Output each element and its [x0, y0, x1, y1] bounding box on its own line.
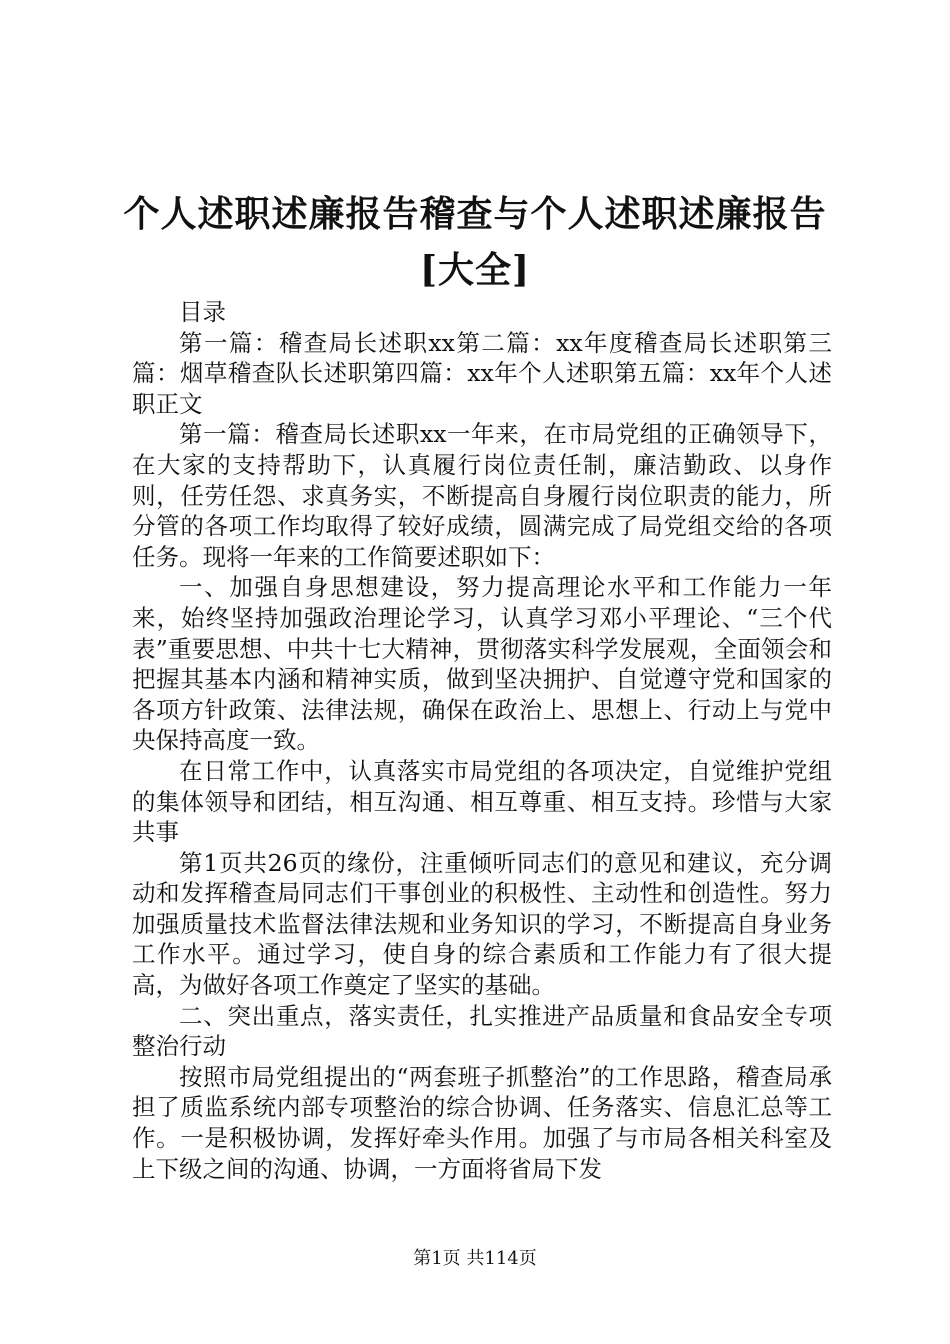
toc-paragraph: 第一篇：稽查局长述职xx第二篇：xx年度稽查局长述职第三篇：烟草稽查队长述职第四篇：xx年个人述职第五篇：xx年个人述职正文	[132, 328, 832, 418]
body-paragraph: 一、加强自身思想建设，努力提高理论水平和工作能力一年来，始终坚持加强政治理论学习，认真学习邓小平理论、“三个代表”重要思想、中共十七大精神，贯彻落实科学发展观，全面领会和把握其基本内涵和精神实质，做到坚决拥护、自觉遵守党和国家的各项方针政策、法律法规，确保在政治上、思想上、行动上与党中央保持高度一致。	[132, 573, 832, 755]
document-title-line-2: [大全]	[419, 249, 531, 291]
body-paragraph: 第1页共26页的缘份，注重倾听同志们的意见和建议，充分调动和发挥稽查局同志们干事创业的积极性、主动性和创造性。努力加强质量技术监督法律法规和业务知识的学习，不断提高自身业务工作水平。通过学习，使自身的综合素质和工作能力有了很大提高，为做好各项工作奠定了坚实的基础。	[132, 848, 832, 1000]
document-title-line-1: 个人述职述廉报告稽查与个人述职述廉报告	[123, 193, 827, 235]
document-body	[132, 297, 832, 1184]
body-paragraph: 第一篇：稽查局长述职xx一年来，在市局党组的正确领导下，在大家的支持帮助下，认真履行岗位责任制，廉洁勤政、以身作则，任劳任怨、求真务实，不断提高自身履行岗位职责的能力，所分管的各项工作均取得了较好成绩，圆满完成了局党组交给的各项任务。现将一年来的工作简要述职如下：	[132, 420, 832, 571]
section-heading: 二、突出重点，落实责任，扎实推进产品质量和食品安全专项整治行动	[132, 1001, 832, 1061]
page-footer: 第1页 共114页	[413, 1248, 537, 1269]
toc-heading: 目录	[179, 298, 226, 326]
body-paragraph: 在日常工作中，认真落实市局党组的各项决定，自觉维护党组的集体领导和团结，相互沟通、相互尊重、相互支持。珍惜与大家共事	[132, 756, 832, 847]
body-paragraph: 按照市局党组提出的“两套班子抓整治”的工作思路，稽查局承担了质监系统内部专项整治的综合协调、任务落实、信息汇总等工作。一是积极协调，发挥好牵头作用。加强了与市局各相关科室及上下级之间的沟通、协调，一方面将省局下发	[132, 1062, 832, 1183]
